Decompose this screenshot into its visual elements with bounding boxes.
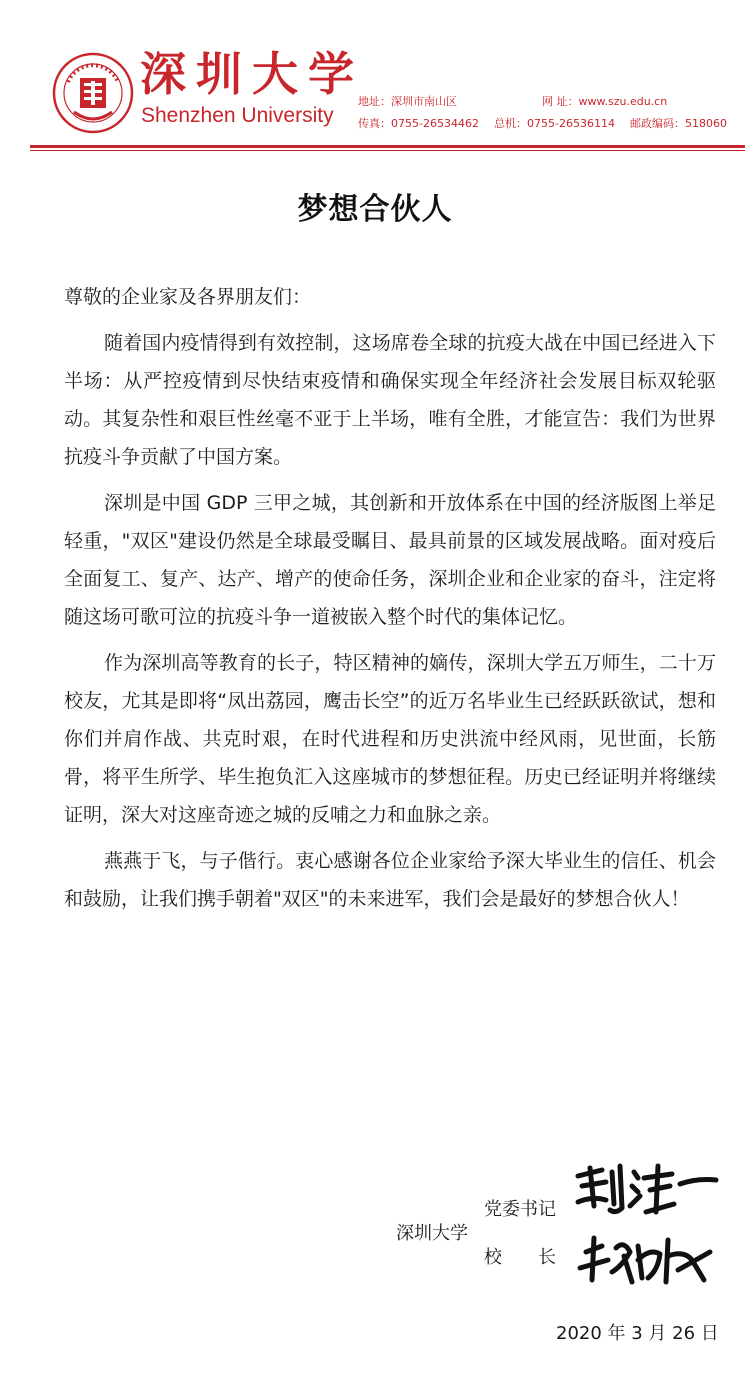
letterhead bbox=[0, 0, 750, 150]
paragraph-3: 作为深圳高等教育的长子，特区精神的嫡传，深圳大学五万师生，二十万校友，尤其是即将“凤出荔园，鹰击长空”的近万名毕业生已经跃跃欲试，想和你们并肩作战、共克时艰，在时代进程和历史洪流中经风雨，见世面，长筋骨，将平生所学、毕生抱负汇入这座城市的梦想征程。历史已经证明并将继续证明，深大对这座奇迹之城的反哺之力和血脉之亲。 bbox=[64, 652, 716, 826]
letterhead-divider bbox=[30, 145, 745, 148]
fax-text: 传真：0755-26534462 bbox=[358, 117, 479, 130]
handwritten-signature bbox=[572, 1156, 722, 1306]
letter-body bbox=[64, 278, 716, 926]
paragraph-2: 深圳是中国 GDP 三甲之城，其创新和开放体系在中国的经济版图上举足轻重，"双区"建设仍然是全球最受瞩目、最具前景的区域发展战略。面对疫后全面复工、复产、达产、增产的使命任务，深圳企业和企业家的奋斗，注定将随这场可歌可泣的抗疫斗争一道被嵌入整个时代的集体记忆。 bbox=[64, 492, 716, 628]
postcode-text: 邮政编码：518060 bbox=[630, 117, 727, 130]
letter-date: 2020 年 3 月 26 日 bbox=[556, 1323, 719, 1344]
address-text: 地址：深圳市南山区 bbox=[358, 95, 457, 108]
university-name-english: Shenzhen University bbox=[141, 104, 334, 127]
university-seal-logo bbox=[52, 52, 134, 134]
salutation: 尊敬的企业家及各界朋友们： bbox=[64, 286, 312, 308]
signature-role-party-secretary: 党委书记 bbox=[484, 1199, 556, 1220]
signature-organization: 深圳大学 bbox=[396, 1223, 468, 1244]
signature-role-president: 校 长 bbox=[484, 1247, 556, 1268]
paragraph-1: 随着国内疫情得到有效控制，这场席卷全球的抗疫大战在中国已经进入下半场：从严控疫情到尽快结束疫情和确保实现全年经济社会发展目标双轮驱动。其复杂性和艰巨性丝毫不亚于上半场，唯有全胜，才能宣告：我们为世界抗疫斗争贡献了中国方案。 bbox=[64, 332, 716, 468]
website-text: 网 址：www.szu.edu.cn bbox=[542, 95, 668, 108]
paragraph-4: 燕燕于飞，与子偕行。衷心感谢各位企业家给予深大毕业生的信任、机会和鼓励，让我们携手朝着"双区"的未来进军，我们会是最好的梦想合伙人！ bbox=[64, 850, 716, 910]
university-name-chinese: 深圳大学 bbox=[140, 47, 364, 101]
phone-text: 总机：0755-26536114 bbox=[494, 117, 615, 130]
letter-title: 梦想合伙人 bbox=[297, 192, 453, 227]
letterhead-divider-thin bbox=[30, 150, 745, 151]
